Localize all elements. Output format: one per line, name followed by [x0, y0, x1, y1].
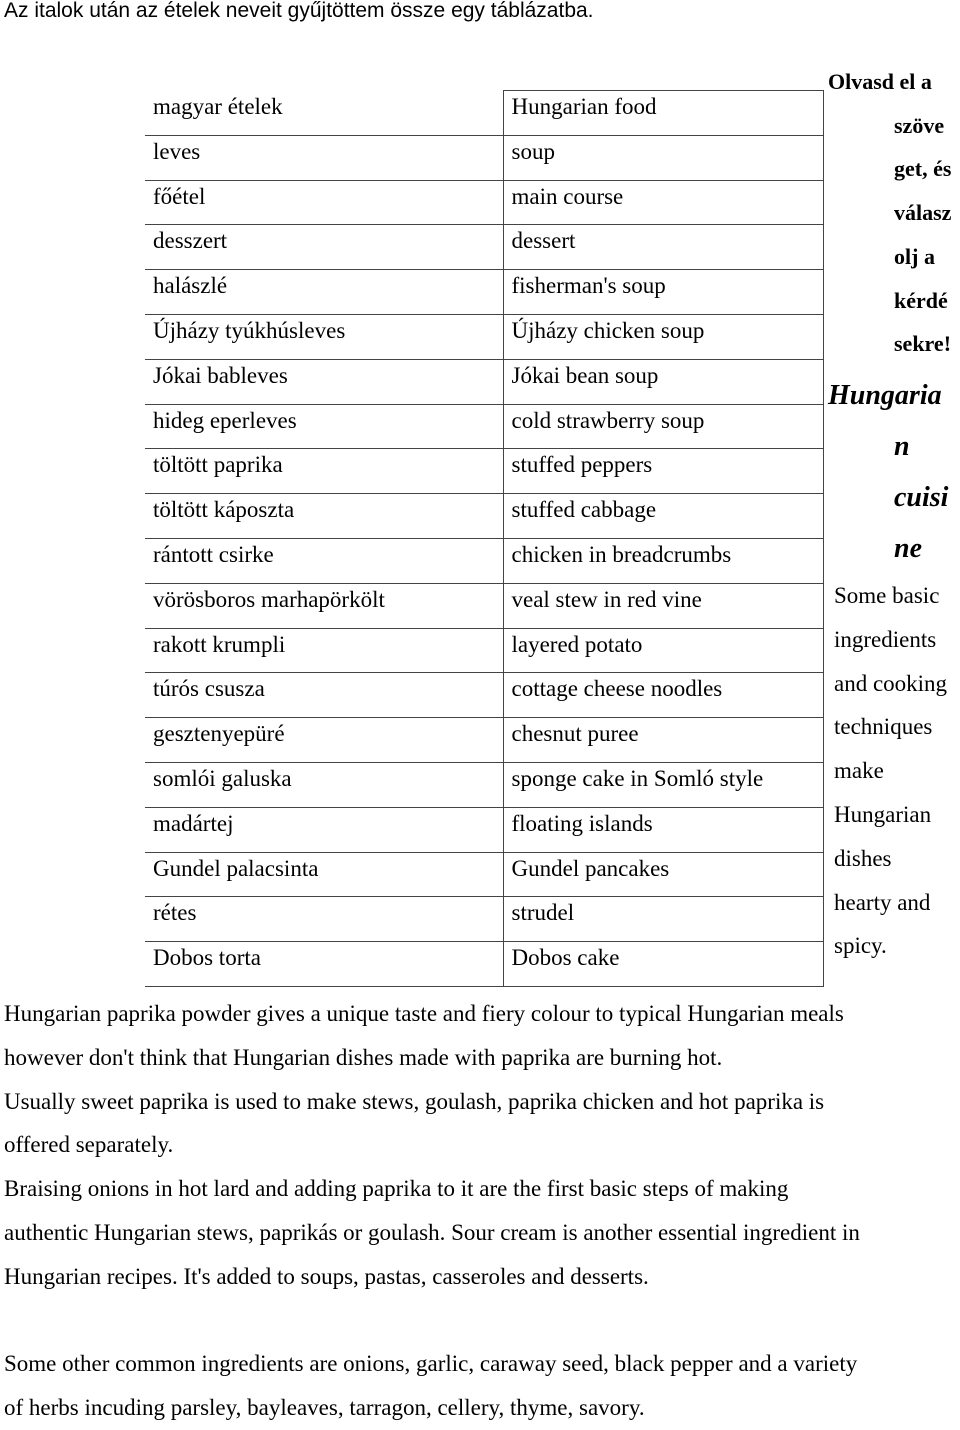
english-name-cell: strudel	[503, 897, 823, 942]
table-row	[145, 762, 823, 807]
table-row	[145, 225, 823, 270]
hungarian-name-cell: Dobos torta	[145, 942, 503, 987]
table-row	[145, 673, 823, 718]
hungarian-name-cell: Újházy tyúkhúsleves	[145, 314, 503, 359]
heading-line: cuisi	[894, 481, 949, 513]
sidebar-text-line: hearty and	[834, 889, 931, 915]
food-table-body	[145, 91, 823, 987]
table-row	[145, 494, 823, 539]
table-row	[145, 180, 823, 225]
english-name-cell: Jókai bean soup	[503, 359, 823, 404]
heading-line: ne	[894, 532, 922, 564]
instruction-line: válasz	[894, 200, 952, 226]
hungarian-name-cell: rakott krumpli	[145, 628, 503, 673]
body-line: offered separately.	[4, 1132, 174, 1158]
table-row	[145, 852, 823, 897]
english-name-cell: cottage cheese noodles	[503, 673, 823, 718]
body-line: Hungarian recipes. It's added to soups, pastas, casseroles and desserts.	[4, 1263, 649, 1289]
english-name-cell: fisherman's soup	[503, 270, 823, 315]
body-line: of herbs incuding parsley, bayleaves, tarragon, cellery, thyme, savory.	[4, 1395, 645, 1421]
english-name-cell: Újházy chicken soup	[503, 314, 823, 359]
body-line: Usually sweet paprika is used to make stews, goulash, paprika chicken and hot paprika is	[4, 1088, 825, 1114]
body-line: Hungarian paprika powder gives a unique taste and fiery colour to typical Hungarian meals	[4, 1001, 844, 1026]
sidebar-instruction	[828, 60, 960, 366]
sidebar-text-line: spicy.	[834, 933, 887, 959]
table-row	[145, 314, 823, 359]
sidebar	[828, 60, 960, 968]
hungarian-name-cell: madártej	[145, 807, 503, 852]
hungarian-name-cell: Gundel palacsinta	[145, 852, 503, 897]
english-name-cell: chicken in breadcrumbs	[503, 538, 823, 583]
english-name-cell: stuffed peppers	[503, 449, 823, 494]
hungarian-name-cell: gesztenyepüré	[145, 718, 503, 763]
english-name-cell: veal stew in red vine	[503, 583, 823, 628]
sidebar-text-line: techniques	[834, 714, 933, 740]
body-line: authentic Hungarian stews, paprikás or goulash. Sour cream is another essential ingredient in	[4, 1219, 860, 1245]
heading-line: Hungaria	[828, 379, 942, 411]
instruction-line: kérdé	[894, 287, 948, 313]
table-row	[145, 718, 823, 763]
english-name-cell: layered potato	[503, 628, 823, 673]
english-name-cell: floating islands	[503, 807, 823, 852]
sidebar-text-line: ingredients	[834, 626, 937, 652]
hungarian-name-cell: Jókai bableves	[145, 359, 503, 404]
instruction-line: get, és	[894, 156, 952, 182]
english-name-cell: Dobos cake	[503, 942, 823, 987]
table-row	[145, 807, 823, 852]
sidebar-text	[828, 574, 960, 968]
table-row	[145, 135, 823, 180]
heading-line: n	[894, 430, 910, 462]
hungarian-name-cell: rántott csirke	[145, 538, 503, 583]
hungarian-name-cell: leves	[145, 135, 503, 180]
english-name-cell: chesnut puree	[503, 718, 823, 763]
instruction-line: Olvasd el a	[828, 69, 932, 94]
hungarian-name-cell: vörösboros marhapörkölt	[145, 583, 503, 628]
table-row	[145, 404, 823, 449]
english-name-cell: Hungarian food	[503, 91, 823, 136]
table-row	[145, 538, 823, 583]
table-row	[145, 449, 823, 494]
body-line: however don't think that Hungarian dishes made with paprika are burning hot.	[4, 1044, 723, 1070]
english-name-cell: soup	[503, 135, 823, 180]
table-row	[145, 91, 823, 136]
english-name-cell: cold strawberry soup	[503, 404, 823, 449]
english-name-cell: main course	[503, 180, 823, 225]
table-row	[145, 942, 823, 987]
hungarian-name-cell: magyar ételek	[145, 91, 503, 136]
intro-text: Az italok után az ételek neveit gyűjtöttem össze egy táblázatba.	[4, 0, 594, 22]
english-name-cell: sponge cake in Somló style	[503, 762, 823, 807]
hungarian-name-cell: somlói galuska	[145, 762, 503, 807]
body-line: Some other common ingredients are onions, garlic, caraway seed, black pepper and a variety	[4, 1351, 858, 1377]
english-name-cell: stuffed cabbage	[503, 494, 823, 539]
table-row	[145, 583, 823, 628]
sidebar-heading	[828, 370, 960, 574]
english-name-cell: Gundel pancakes	[503, 852, 823, 897]
english-name-cell: dessert	[503, 225, 823, 270]
table-row	[145, 897, 823, 942]
sidebar-text-line: make	[834, 758, 884, 784]
sidebar-text-line: Some basic	[834, 582, 940, 608]
hungarian-name-cell: túrós csusza	[145, 673, 503, 718]
hungarian-name-cell: hideg eperleves	[145, 404, 503, 449]
table-row	[145, 270, 823, 315]
body-line: Braising onions in hot lard and adding paprika to it are the first basic steps of making	[4, 1176, 789, 1202]
hungarian-name-cell: főétel	[145, 180, 503, 225]
table-row	[145, 628, 823, 673]
food-table	[145, 90, 824, 987]
sidebar-text-line: dishes	[834, 845, 892, 871]
hungarian-name-cell: desszert	[145, 225, 503, 270]
hungarian-name-cell: töltött paprika	[145, 449, 503, 494]
instruction-line: szöve	[894, 112, 945, 138]
hungarian-name-cell: rétes	[145, 897, 503, 942]
hungarian-name-cell: halászlé	[145, 270, 503, 315]
instruction-line: sekre!	[894, 331, 952, 357]
sidebar-text-line: Hungarian	[834, 801, 932, 827]
hungarian-name-cell: töltött káposzta	[145, 494, 503, 539]
body-text	[4, 992, 960, 1430]
table-row	[145, 359, 823, 404]
body-line-blank	[4, 1299, 960, 1343]
sidebar-text-line: and cooking	[834, 670, 948, 696]
instruction-line: olj a	[894, 243, 935, 269]
